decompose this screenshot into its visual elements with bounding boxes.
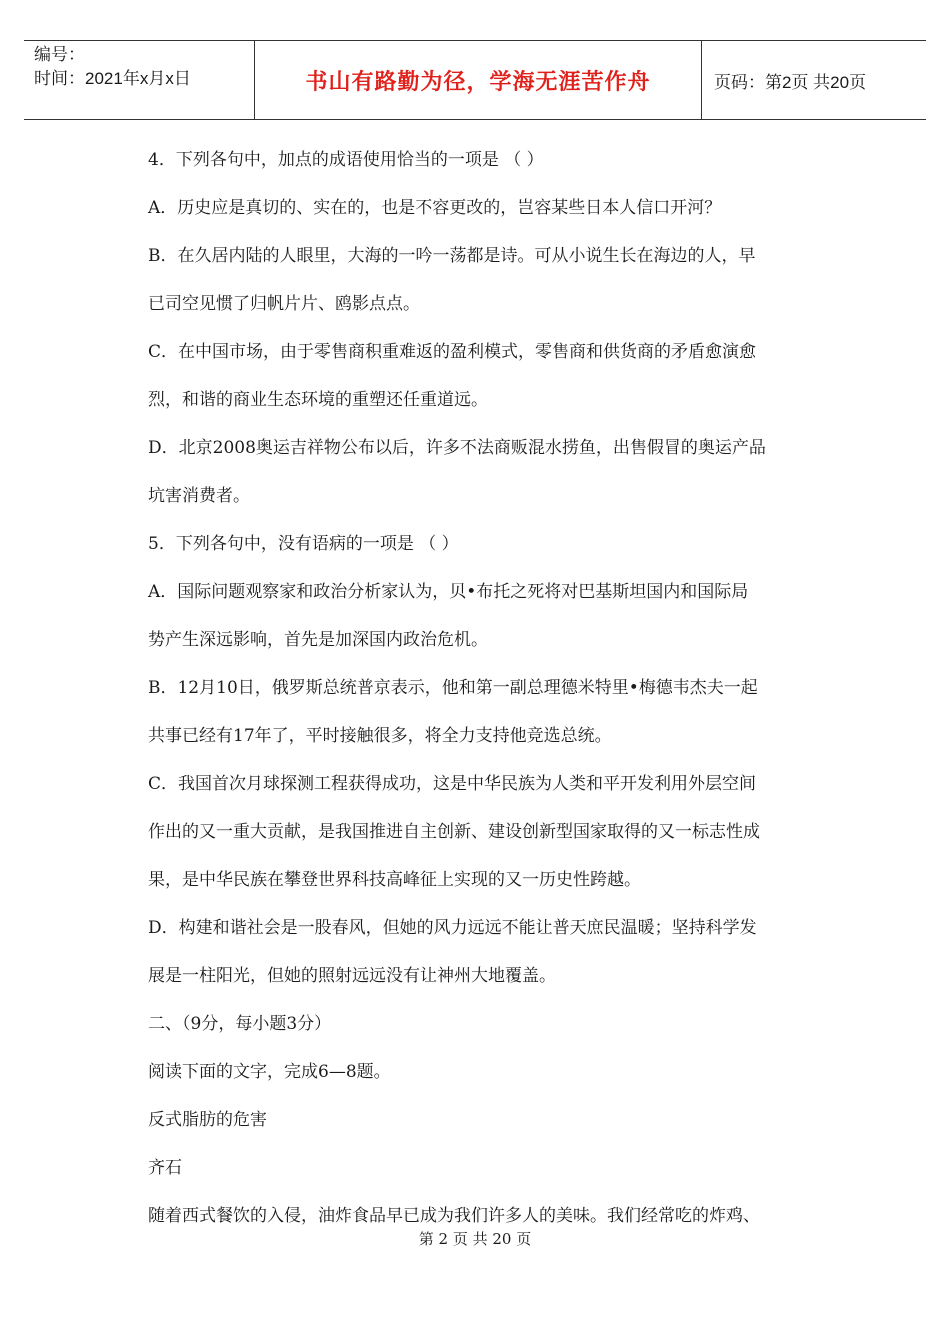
motto: 书山有路勤为径，学海无涯苦作舟: [305, 69, 651, 95]
time-label: 时间：2021年x月x日: [34, 69, 191, 88]
q5-option-c-cont-1: 作出的又一重大贡献，是我国推进自主创新、建设创新型国家取得的又一标志性成: [148, 822, 760, 842]
document-body: [148, 136, 838, 1240]
q4-option-c-cont: 烈，和谐的商业生态环境的重塑还任重道远。: [148, 390, 488, 410]
q4-option-b-cont: 已司空见惯了归帆片片、鸥影点点。: [148, 294, 420, 314]
page-footer: 第 2 页 共 20 页: [418, 1230, 532, 1248]
header-page-info-cell: [702, 41, 926, 119]
reading-instruction: 阅读下面的文字，完成6—8题。: [148, 1062, 391, 1082]
question-5-stem: 5．下列各句中，没有语病的一项是 （ ）: [148, 534, 459, 554]
q5-option-a: A．国际问题观察家和政治分析家认为，贝•布托之死将对巴基斯坦国内和国际局: [148, 582, 749, 602]
q5-option-a-cont: 势产生深远影响，首先是加深国内政治危机。: [148, 630, 488, 650]
page-info: 页码：第2页 共20页: [714, 72, 867, 92]
q5-option-d-cont: 展是一柱阳光，但她的照射远远没有让神州大地覆盖。: [148, 966, 556, 986]
q4-option-b: B．在久居内陆的人眼里，大海的一吟一荡都是诗。可从小说生长在海边的人，早: [148, 246, 756, 266]
q5-option-d: D．构建和谐社会是一股春风，但她的风力远远不能让普天庶民温暖；坚持科学发: [148, 918, 757, 938]
article-paragraph: 随着西式餐饮的入侵，油炸食品早已成为我们许多人的美味。我们经常吃的炸鸡、: [148, 1206, 760, 1226]
q5-option-b-cont: 共事已经有17年了，平时接触很多，将全力支持他竞选总统。: [148, 726, 612, 746]
section-two-heading: 二、（9分，每小题3分）: [148, 1014, 332, 1034]
header-meta: [24, 41, 254, 119]
q4-option-c: C．在中国市场，由于零售商积重难返的盈利模式，零售商和供货商的矛盾愈演愈: [148, 342, 757, 362]
q5-option-b: B．12月10日，俄罗斯总统普京表示，他和第一副总理德米特里•梅德韦杰夫一起: [148, 678, 758, 698]
q4-option-d: D．北京2008奥运吉祥物公布以后，许多不法商贩混水捞鱼，出售假冒的奥运产品: [148, 438, 766, 458]
question-4-stem: 4．下列各句中，加点的成语使用恰当的一项是 （ ）: [148, 150, 544, 170]
q4-option-a: A．历史应是真切的、实在的，也是不容更改的，岂容某些日本人信口开河？: [148, 198, 722, 218]
q5-option-c: C．我国首次月球探测工程获得成功，这是中华民族为人类和平开发利用外层空间: [148, 774, 757, 794]
page-header: [24, 40, 926, 120]
q4-option-d-cont: 坑害消费者。: [148, 486, 250, 506]
number-label: 编号：: [34, 45, 85, 64]
header-motto-cell: [254, 41, 702, 119]
article-title: 反式脂肪的危害: [148, 1110, 267, 1130]
q5-option-c-cont-2: 果，是中华民族在攀登世界科技高峰征上实现的又一历史性跨越。: [148, 870, 641, 890]
article-author: 齐石: [148, 1158, 182, 1178]
